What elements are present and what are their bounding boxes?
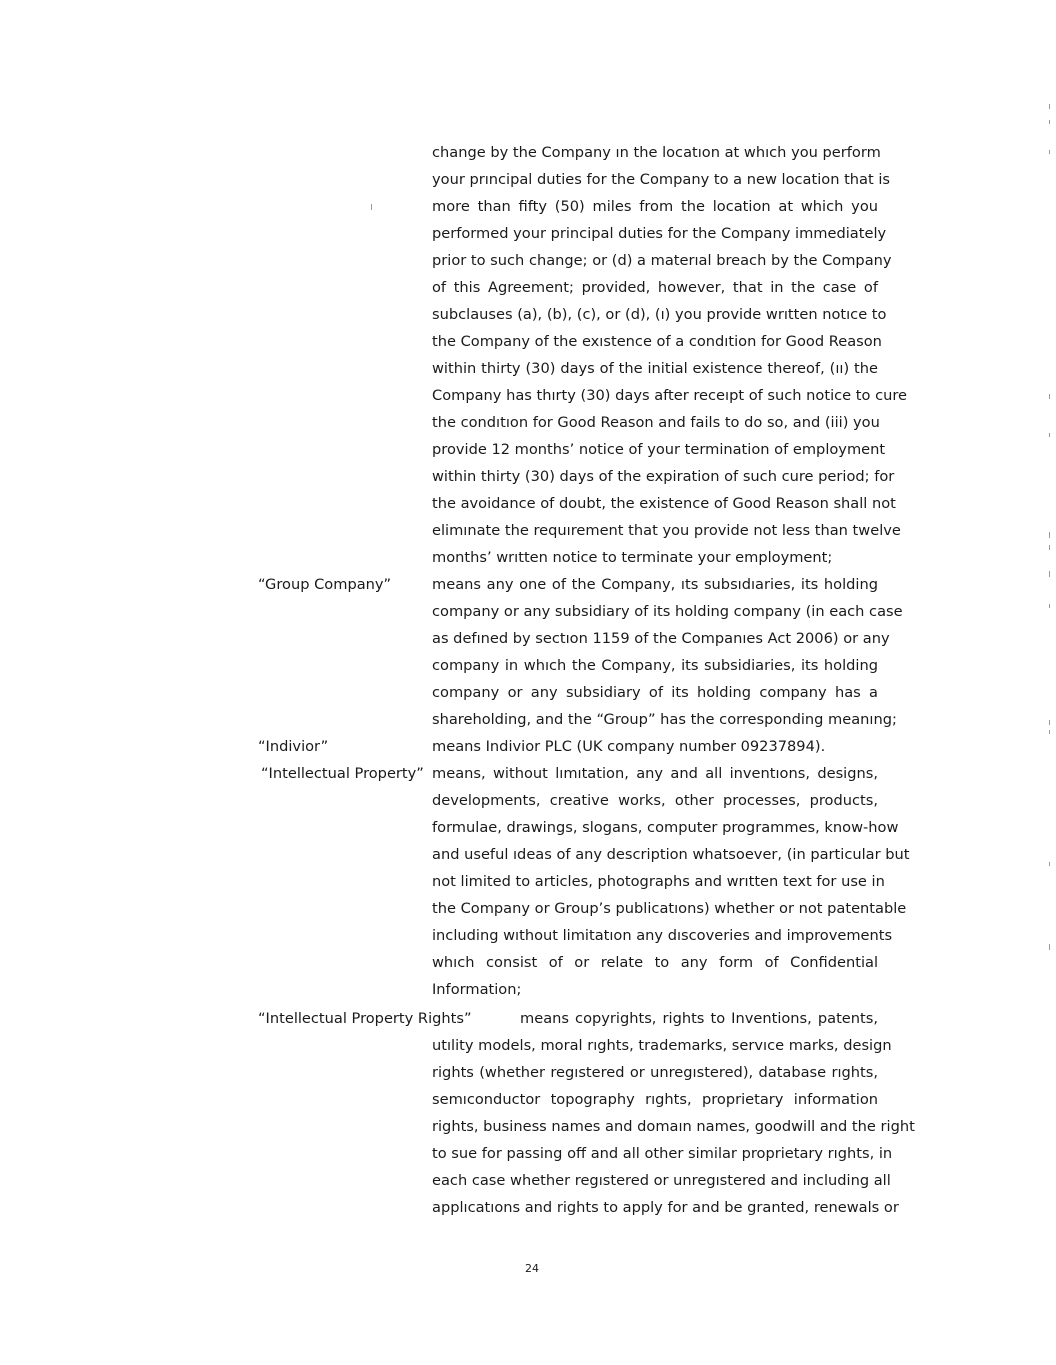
- definition-line: Information;: [432, 981, 522, 998]
- scan-artifact: [1049, 720, 1050, 725]
- definition-line: rights, business names and domaın names, goodwill and the right: [432, 1118, 915, 1135]
- scan-artifact: [1049, 571, 1050, 577]
- continuation-line: the condıtıon for Good Reason and fails to do so, and (iii) you: [432, 414, 880, 431]
- scan-artifact: [1049, 944, 1050, 950]
- definition-line: utılity models, moral rıghts, trademarks, servıce marks, design: [432, 1037, 892, 1054]
- scan-artifact: [1049, 730, 1050, 734]
- definition-line: semıconductor topography rıghts, proprietary information: [432, 1091, 878, 1108]
- scan-artifact: [1049, 150, 1050, 154]
- definition-line: not limited to articles, photographs and wrıtten text for use in: [432, 873, 885, 890]
- definition-line: including wıthout limitatıon any dıscoveries and improvements: [432, 927, 893, 944]
- definition-line: company in whıch the Company, its subsidiaries, its holding: [432, 657, 878, 674]
- continuation-line: months’ wrıtten notice to terminate your employment;: [432, 549, 833, 566]
- definition-line: company or any subsidiary of its holding company (in each case: [432, 603, 903, 620]
- definition-line: rights (whether regıstered or unregıstered), database rıghts,: [432, 1064, 878, 1081]
- continuation-line: subclauses (a), (b), (c), or (d), (ı) you provide wrıtten notıce to: [432, 306, 887, 323]
- continuation-line: change by the Company ın the locatıon at whıch you perform: [432, 144, 881, 161]
- definition-term-intellectual-property-rights: “Intellectual Property Rights”: [258, 1010, 472, 1027]
- scan-artifact: [1049, 433, 1050, 437]
- continuation-line: your prıncipal duties for the Company to a new location that is: [432, 171, 891, 188]
- scan-artifact: [1049, 104, 1050, 109]
- continuation-line: the avoidance of doubt, the existence of Good Reason shall not: [432, 495, 896, 512]
- definition-line: means Indivior PLC (UK company number 09237894).: [432, 738, 826, 755]
- scan-artifact: [1049, 545, 1050, 550]
- scan-artifact: [1049, 394, 1050, 399]
- definition-line: as defıned by sectıon 1159 of the Companıes Act 2006) or any: [432, 630, 890, 647]
- scan-artifact: [371, 204, 372, 210]
- definition-line: to sue for passing off and all other similar proprietary rıghts, in: [432, 1145, 893, 1162]
- continuation-line: within thirty (30) days of the initial existence thereof, (ıı) the: [432, 360, 878, 377]
- definition-term-indivior: “Indivior”: [258, 738, 329, 755]
- definition-line: each case whether regıstered or unregıstered and including all: [432, 1172, 891, 1189]
- page-number: 24: [525, 1262, 539, 1275]
- continuation-line: more than fifty (50) miles from the location at which you: [432, 198, 878, 215]
- definition-line: formulae, drawings, slogans, computer programmes, know-how: [432, 819, 899, 836]
- continuation-line: elimınate the requırement that you provide not less than twelve: [432, 522, 901, 539]
- definition-line: the Company or Group’s publicatıons) whether or not patentable: [432, 900, 907, 917]
- definition-line: shareholding, and the “Group” has the corresponding meanıng;: [432, 711, 897, 728]
- continuation-line: provide 12 months’ notice of your termination of employment: [432, 441, 886, 458]
- definition-line: developments, creative works, other processes, products,: [432, 792, 878, 809]
- definition-line: and useful ıdeas of any description whatsoever, (in particular but: [432, 846, 910, 863]
- definition-line: applıcatıons and rights to apply for and be granted, renewals or: [432, 1199, 899, 1216]
- continuation-line: performed your principal duties for the Company immediately: [432, 225, 887, 242]
- continuation-line: Company has thırty (30) days after receıpt of such notice to cure: [432, 387, 907, 404]
- definition-line: means, without lımıtation, any and all inventıons, designs,: [432, 765, 878, 782]
- definition-line: whıch consist of or relate to any form of Confidential: [432, 954, 878, 971]
- scan-artifact: [1049, 862, 1050, 866]
- definition-term-group-company: “Group Company”: [258, 576, 392, 593]
- continuation-line: of this Agreement; provided, however, that in the case of: [432, 279, 878, 296]
- definition-term-intellectual-property: “Intellectual Property”: [261, 765, 424, 782]
- definition-line: company or any subsidiary of its holding company has a: [432, 684, 878, 701]
- definition-line: means any one of the Company, ıts subsıdıaries, its holding: [432, 576, 878, 593]
- scan-artifact: [1049, 532, 1050, 538]
- scan-artifact: [1049, 604, 1050, 608]
- continuation-line: prior to such change; or (d) a materıal breach by the Company: [432, 252, 892, 269]
- continuation-line: within thirty (30) days of the expiration of such cure period; for: [432, 468, 895, 485]
- scan-artifact: [1049, 120, 1050, 124]
- definition-line: means copyrights, rights to Inventions, patents,: [520, 1010, 878, 1027]
- continuation-line: the Company of the exıstence of a condıtion for Good Reason: [432, 333, 882, 350]
